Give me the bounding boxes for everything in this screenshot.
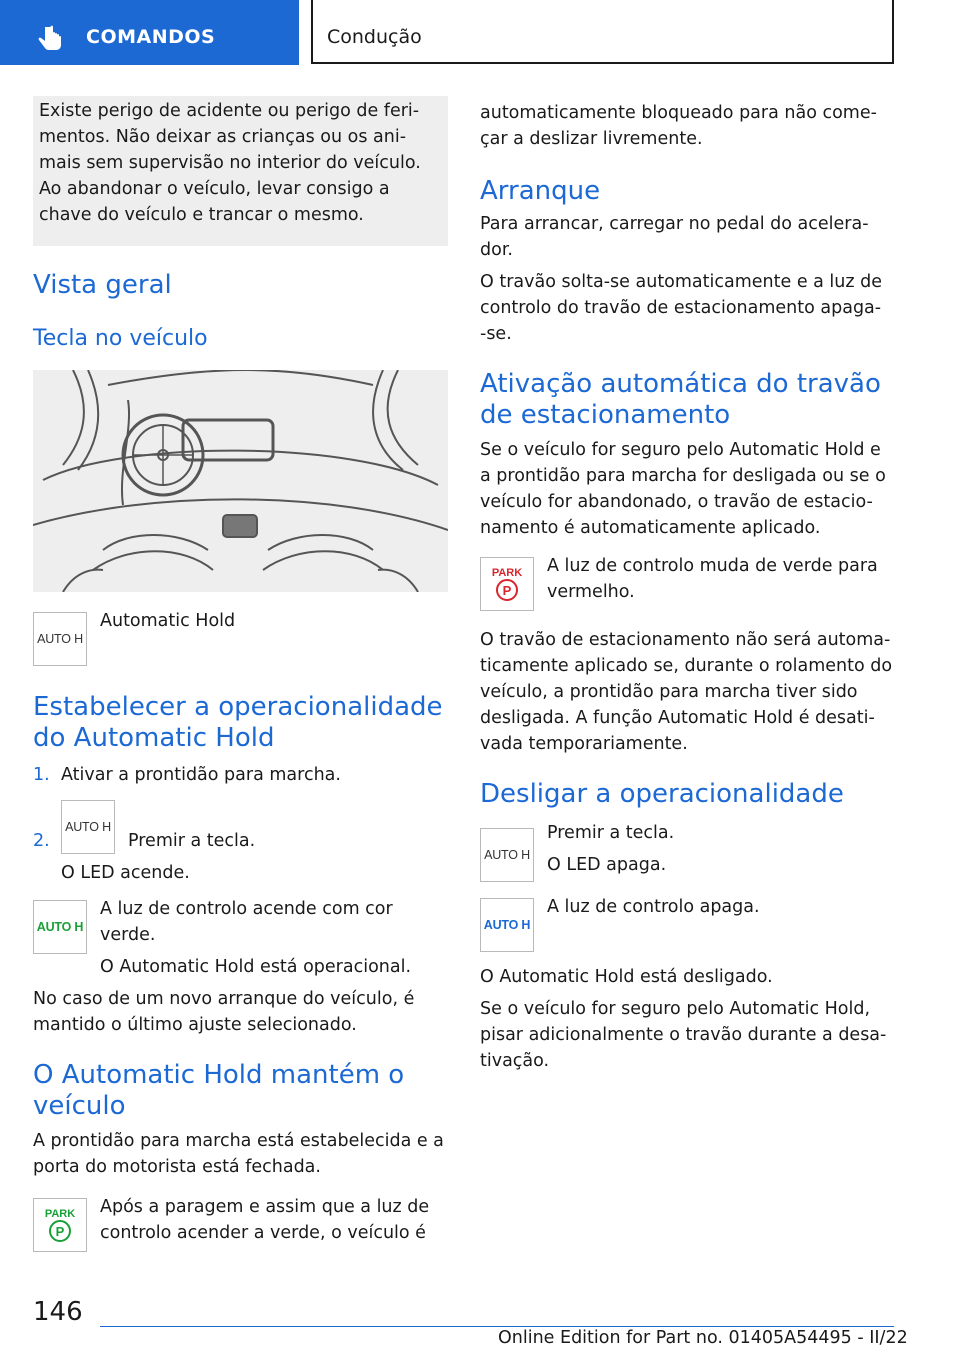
- led-on-text: O LED acende.: [61, 863, 190, 883]
- auto-hold-off-row: [480, 820, 900, 882]
- auto-hold-caption: Automatic Hold: [100, 611, 236, 631]
- restart-line: mantido o último ajuste selecionado.: [33, 1015, 357, 1035]
- park-light-line: A luz de controlo muda de verde para: [547, 556, 878, 576]
- warning-box: [33, 96, 448, 246]
- heading-establish: Estabelecer a operacionalidade do Automatic Hold: [33, 692, 443, 753]
- chapter-tab: [0, 0, 299, 65]
- right-column: [480, 96, 900, 1074]
- release-line: controlo do travão de estacionamento apaga-: [480, 298, 882, 318]
- step-text: Premir a tecla.: [128, 831, 256, 851]
- auto-hold-blue-indicator-icon: [480, 898, 534, 952]
- after-stop-line: controlo acender a verde, o veículo é: [100, 1223, 426, 1243]
- park-red-indicator-icon: [480, 557, 534, 611]
- auto-hold-label: AUTO H: [37, 632, 83, 646]
- after-stop-line: Após a paragem e assim que a luz de: [100, 1197, 430, 1217]
- step-number: 1.: [33, 765, 50, 785]
- warning-line: mais sem supervisão no interior do veículo.: [39, 153, 421, 173]
- continuation-line: çar a deslizar livremente.: [480, 129, 703, 149]
- warning-line: mentos. Não deixar as crianças ou os ani-: [39, 127, 407, 147]
- not-applied-line: veículo, a prontidão para marcha tiver sido: [480, 682, 858, 702]
- section-title: Condução: [327, 26, 422, 48]
- park-symbol: P: [496, 579, 518, 601]
- auto-hold-green-indicator-icon: [33, 900, 87, 954]
- green-light-line: A luz de controlo acende com cor: [100, 899, 393, 919]
- light-off-text: A luz de controlo apaga.: [547, 897, 760, 917]
- footer-divider: [100, 1326, 894, 1327]
- not-applied-line: ticamente aplicado se, durante o rolamento do: [480, 656, 893, 676]
- dashboard-icon: [33, 370, 448, 592]
- start-line: Para arrancar, carregar no pedal do acelera-: [480, 214, 869, 234]
- auto-park-line: a prontidão para marcha for desligada ou se o: [480, 466, 886, 486]
- heading-overview: Vista geral: [33, 270, 172, 300]
- park-green-row: [33, 1194, 448, 1252]
- disabled-text: O Automatic Hold está desligado.: [480, 967, 773, 987]
- led-off-text: O LED apaga.: [547, 855, 667, 875]
- list-item: [33, 762, 448, 788]
- brake-line: pisar adicionalmente o travão durante a desa-: [480, 1025, 887, 1045]
- green-light-line: verde.: [100, 925, 156, 945]
- park-label: PARK: [44, 1208, 76, 1220]
- auto-hold-label: AUTO H: [36, 920, 84, 934]
- heading-button: Tecla no veículo: [33, 326, 208, 351]
- park-red-row: [480, 553, 900, 611]
- park-symbol: P: [49, 1220, 71, 1242]
- park-green-indicator-icon: [33, 1198, 87, 1252]
- auto-park-line: namento é automaticamente aplicado.: [480, 518, 821, 538]
- car-interior-illustration: [33, 370, 448, 592]
- not-applied-line: O travão de estacionamento não será automa-: [480, 630, 891, 650]
- auto-park-line: veículo for abandonado, o travão de estacio-: [480, 492, 873, 512]
- step-number: 2.: [33, 831, 50, 851]
- auto-park-line: Se o veículo for seguro pelo Automatic Hold e: [480, 440, 881, 460]
- release-line: O travão solta-se automaticamente e a luz de: [480, 272, 883, 292]
- page-header: [0, 0, 960, 66]
- heading-off: Desligar a operacionalidade: [480, 779, 844, 809]
- warning-line: Existe perigo de acidente ou perigo de feri-: [39, 101, 420, 121]
- not-applied-line: vada temporariamente.: [480, 734, 688, 754]
- heading-auto-park: Ativação automática do travão de estacionamento: [480, 369, 881, 430]
- ready-line: porta do motorista está fechada.: [33, 1157, 321, 1177]
- edition-text: Online Edition for Part no. 01405A54495 - II/22: [498, 1328, 908, 1348]
- hand-pointer-icon: [36, 24, 66, 54]
- heading-holds: O Automatic Hold mantém o veículo: [33, 1060, 405, 1121]
- list-item: [33, 800, 448, 854]
- left-column: [33, 96, 448, 1252]
- chapter-title: COMANDOS: [86, 26, 216, 48]
- release-line: -se.: [480, 324, 512, 344]
- green-light-row: [33, 896, 448, 980]
- press-key-text: Premir a tecla.: [547, 823, 675, 843]
- operational-text: O Automatic Hold está operacional.: [100, 957, 412, 977]
- start-line: dor.: [480, 240, 513, 260]
- park-label: PARK: [491, 567, 523, 579]
- ready-line: A prontidão para marcha está estabelecida e a: [33, 1131, 444, 1151]
- brake-line: tivação.: [480, 1051, 550, 1071]
- restart-line: No caso de um novo arranque do veículo, é: [33, 989, 415, 1009]
- warning-line: chave do veículo e trancar o mesmo.: [39, 205, 364, 225]
- park-light-line: vermelho.: [547, 582, 635, 602]
- auto-hold-key-row: [33, 608, 448, 666]
- warning-line: Ao abandonar o veículo, levar consigo a: [39, 179, 390, 199]
- auto-hold-label: AUTO H: [484, 848, 530, 862]
- brake-line: Se o veículo for seguro pelo Automatic Hold,: [480, 999, 871, 1019]
- section-tab: [311, 0, 894, 64]
- auto-hold-button-icon: [480, 828, 534, 882]
- not-applied-line: desligada. A função Automatic Hold é desati-: [480, 708, 875, 728]
- continuation-line: automaticamente bloqueado para não come-: [480, 103, 877, 123]
- auto-hold-button-icon: [61, 800, 115, 854]
- page-number: 146: [33, 1297, 83, 1327]
- light-off-row: [480, 894, 900, 952]
- auto-hold-label: AUTO H: [65, 820, 111, 834]
- step-text: Ativar a prontidão para marcha.: [61, 765, 341, 785]
- auto-hold-label: AUTO H: [483, 918, 531, 932]
- heading-start: Arranque: [480, 176, 601, 206]
- auto-hold-button-icon: [33, 612, 87, 666]
